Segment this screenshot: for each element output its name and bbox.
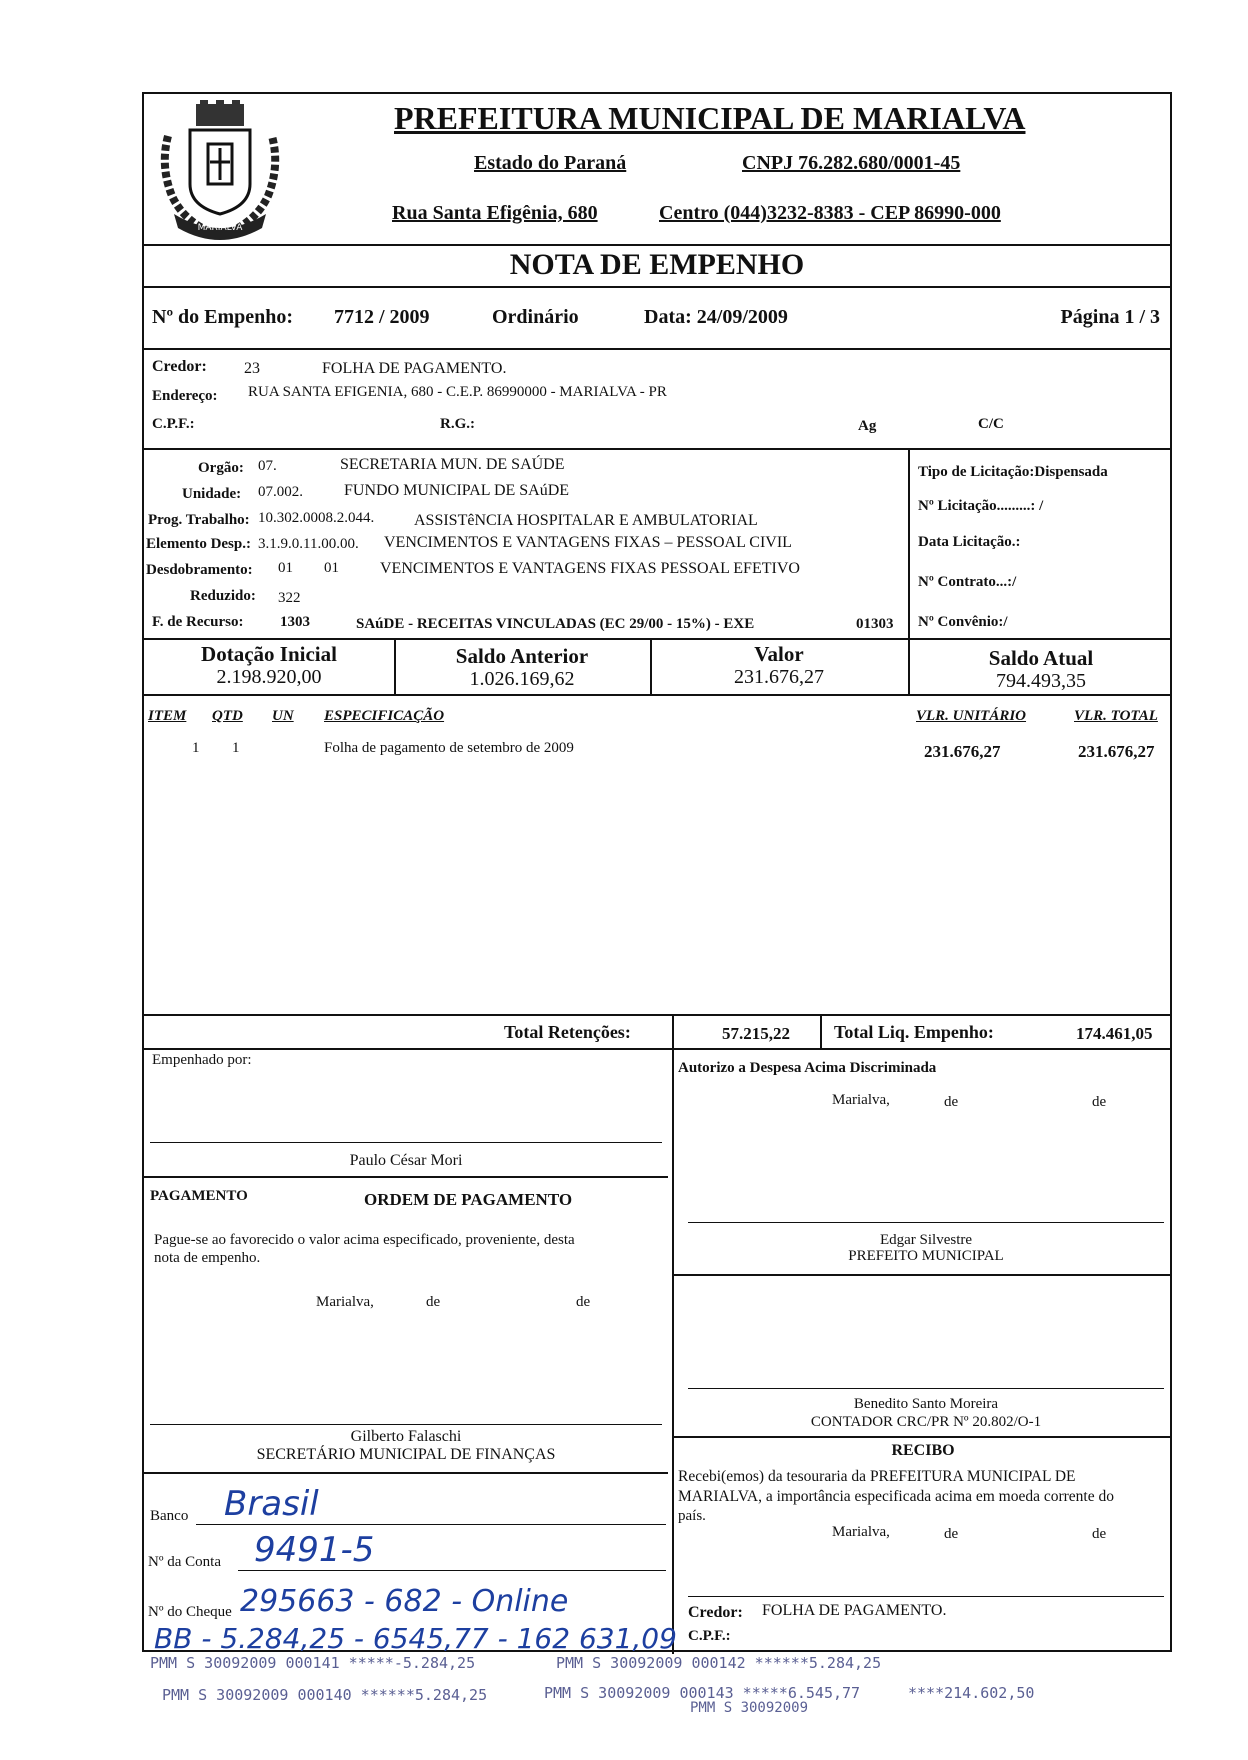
numero-convenio: Nº Convênio:/ <box>918 614 1008 630</box>
col-un: UN <box>272 708 294 724</box>
prefeito-nome: Edgar Silvestre <box>879 1232 973 1248</box>
fonte-code: 1303 <box>280 614 310 630</box>
desdobramento-b: 01 <box>324 560 339 576</box>
total-retencoes-label: Total Retenções: <box>504 1022 631 1042</box>
saldo-atual-label: Saldo Atual <box>988 646 1094 670</box>
saldo-anterior-label: Saldo Anterior <box>455 644 589 668</box>
prefeitura-title: PREFEITURA MUNICIPAL DE MARIALVA <box>394 100 1026 136</box>
stamp-line-2b: PMM S 30092009 000143 *****6.545,77 <box>544 1684 861 1702</box>
cheque-label: Nº do Cheque <box>148 1604 232 1620</box>
col-vlr-total: VLR. TOTAL <box>1074 708 1158 724</box>
valor-label: Valor <box>754 642 804 666</box>
rodape-handwritten: BB - 5.284,25 - 6545,77 - 162 631,09 <box>154 1622 677 1655</box>
recibo-credor-label: Credor: <box>688 1604 743 1621</box>
recibo-title: RECIBO <box>891 1442 955 1459</box>
secretario-nome: Gilberto Falaschi <box>350 1428 462 1445</box>
pagamento-texto-2: nota de empenho. <box>154 1250 261 1266</box>
recibo-cidade: Marialva, <box>832 1524 890 1540</box>
reduzido-value: 322 <box>278 590 301 606</box>
valor-value: 231.676,27 <box>734 666 824 688</box>
row-qtd: 1 <box>232 740 240 756</box>
endereco-value: RUA SANTA EFIGENIA, 680 - C.E.P. 86990000 - MARIALVA - PR <box>248 384 667 400</box>
stamp-line-1b: PMM S 30092009 000142 ******5.284,25 <box>556 1654 882 1672</box>
empenho-date: Data: 24/09/2009 <box>644 306 788 328</box>
stamp-line-3: PMM S 30092009 <box>690 1700 809 1716</box>
col-vlr-unitario: VLR. UNITÁRIO <box>916 708 1027 724</box>
banco-handwritten: Brasil <box>224 1484 319 1524</box>
conta-handwritten: 9491-5 <box>254 1530 375 1570</box>
credor-code: 23 <box>244 360 260 377</box>
contador-cargo: CONTADOR CRC/PR Nº 20.802/O-1 <box>810 1414 1042 1430</box>
rg-label: R.G.: <box>440 416 475 432</box>
estado-text: Estado do Paraná <box>474 152 627 174</box>
pagamento-texto-1: Pague-se ao favorecido o valor acima especificado, proveniente, desta <box>154 1232 575 1248</box>
recibo-texto-3: país. <box>678 1508 706 1524</box>
cheque-handwritten: 295663 - 682 - Online <box>240 1584 569 1619</box>
banco-label: Banco <box>150 1508 189 1524</box>
orgao-code: 07. <box>258 458 277 474</box>
empenho-type: Ordinário <box>492 306 579 328</box>
orgao-name: SECRETARIA MUN. DE SAÚDE <box>340 456 565 473</box>
page-number: Página 1 / 3 <box>1060 306 1160 328</box>
prog-label: Prog. Trabalho: <box>148 512 250 528</box>
dotacao-label: Dotação Inicial <box>201 642 337 666</box>
empenho-number-label: Nº do Empenho: <box>152 306 294 328</box>
autorizo-cidade: Marialva, <box>832 1092 890 1108</box>
prog-code: 10.302.0008.2.044. <box>258 510 375 526</box>
conta-label: Nº da Conta <box>148 1554 221 1570</box>
prefeito-cargo: PREFEITO MUNICIPAL <box>848 1248 1004 1264</box>
svg-text:MARIALVA: MARIALVA <box>197 223 243 233</box>
credor-label: Credor: <box>152 358 207 375</box>
recibo-texto-2: MARIALVA, a importância especificada acima em moeda corrente do <box>678 1488 1114 1505</box>
recibo-texto-1: Recebi(emos) da tesouraria da PREFEITURA MUNICIPAL DE <box>678 1468 1076 1485</box>
doc-title: NOTA DE EMPENHO <box>509 248 805 281</box>
reduzido-label: Reduzido: <box>190 588 256 604</box>
cnpj-text: CNPJ 76.282.680/0001-45 <box>742 152 961 174</box>
cpf-label: C.P.F.: <box>152 416 195 432</box>
total-retencoes-value: 57.215,22 <box>722 1024 790 1043</box>
prog-name: ASSISTêNCIA HOSPITALAR E AMBULATORIAL <box>414 512 758 529</box>
autorizo-de1: de <box>944 1094 959 1110</box>
autorizo-de2: de <box>1092 1094 1107 1110</box>
pagamento-de1: de <box>426 1294 441 1310</box>
address2-text: Centro (044)3232-8383 - CEP 86990-000 <box>659 202 1001 224</box>
pagamento-cidade: Marialva, <box>316 1294 374 1310</box>
row-vlr-unitario: 231.676,27 <box>924 742 1001 761</box>
secretario-cargo: SECRETÁRIO MUNICIPAL DE FINANÇAS <box>256 1446 556 1463</box>
empenhado-nome: Paulo César Mori <box>349 1152 463 1169</box>
unidade-name: FUNDO MUNICIPAL DE SAúDE <box>344 482 570 499</box>
elemento-code: 3.1.9.0.11.00.00. <box>258 536 359 552</box>
data-licitacao: Data Licitação.: <box>918 534 1021 550</box>
desdobramento-a: 01 <box>278 560 293 576</box>
fonte-label: F. de Recurso: <box>152 614 244 630</box>
recibo-cpf-label: C.P.F.: <box>688 1628 731 1644</box>
row-vlr-total: 231.676,27 <box>1078 742 1155 761</box>
stamp-line-2c: ****214.602,50 <box>908 1684 1035 1702</box>
stamp-line-1a: PMM S 30092009 000141 *****-5.284,25 <box>150 1654 476 1672</box>
pagamento-label: PAGAMENTO <box>150 1188 248 1204</box>
autorizo-label: Autorizo a Despesa Acima Discriminada <box>678 1060 937 1076</box>
ordem-pagamento-label: ORDEM DE PAGAMENTO <box>364 1190 573 1209</box>
stamp-line-2a: PMM S 30092009 000140 ******5.284,25 <box>162 1686 488 1704</box>
cc-label: C/C <box>978 416 1004 432</box>
pagamento-de2: de <box>576 1294 591 1310</box>
elemento-name: VENCIMENTOS E VANTAGENS FIXAS – PESSOAL CIVIL <box>384 534 792 551</box>
numero-licitacao: Nº Licitação.........: / <box>918 498 1044 514</box>
elemento-label: Elemento Desp.: <box>146 536 251 552</box>
fonte-name: SAúDE - RECEITAS VINCULADAS (EC 29/00 - 15%) - EXE <box>356 616 755 632</box>
row-item: 1 <box>192 740 200 756</box>
desdobramento-name: VENCIMENTOS E VANTAGENS FIXAS PESSOAL EFETIVO <box>380 560 800 577</box>
desdobramento-label: Desdobramento: <box>146 562 253 578</box>
contador-nome: Benedito Santo Moreira <box>853 1396 999 1412</box>
fonte-number: 01303 <box>856 616 894 632</box>
ag-label: Ag <box>858 418 877 434</box>
row-especificacao: Folha de pagamento de setembro de 2009 <box>324 740 574 756</box>
empenhado-label: Empenhado por: <box>152 1052 252 1068</box>
empenho-number: 7712 / 2009 <box>334 306 430 328</box>
total-liquido-label: Total Liq. Empenho: <box>834 1022 994 1042</box>
unidade-label: Unidade: <box>182 486 242 502</box>
nota-de-empenho-form <box>142 92 1172 1655</box>
saldo-atual-value: 794.493,35 <box>996 670 1086 692</box>
dotacao-value: 2.198.920,00 <box>216 666 322 688</box>
col-qtd: QTD <box>212 708 243 724</box>
numero-contrato: Nº Contrato...:/ <box>918 574 1017 590</box>
credor-name: FOLHA DE PAGAMENTO. <box>322 360 507 377</box>
unidade-code: 07.002. <box>258 484 303 500</box>
recibo-de1: de <box>944 1526 959 1542</box>
recibo-credor-value: FOLHA DE PAGAMENTO. <box>762 1602 947 1619</box>
address-text: Rua Santa Efigênia, 680 <box>392 202 598 224</box>
endereco-label: Endereço: <box>152 388 218 404</box>
total-liquido-value: 174.461,05 <box>1076 1024 1153 1043</box>
recibo-de2: de <box>1092 1526 1107 1542</box>
saldo-anterior-value: 1.026.169,62 <box>469 668 575 690</box>
col-especificacao: ESPECIFICAÇÃO <box>324 708 445 724</box>
tipo-licitacao: Tipo de Licitação:Dispensada <box>918 464 1108 480</box>
orgao-label: Orgão: <box>198 460 244 476</box>
col-item: ITEM <box>148 708 187 724</box>
